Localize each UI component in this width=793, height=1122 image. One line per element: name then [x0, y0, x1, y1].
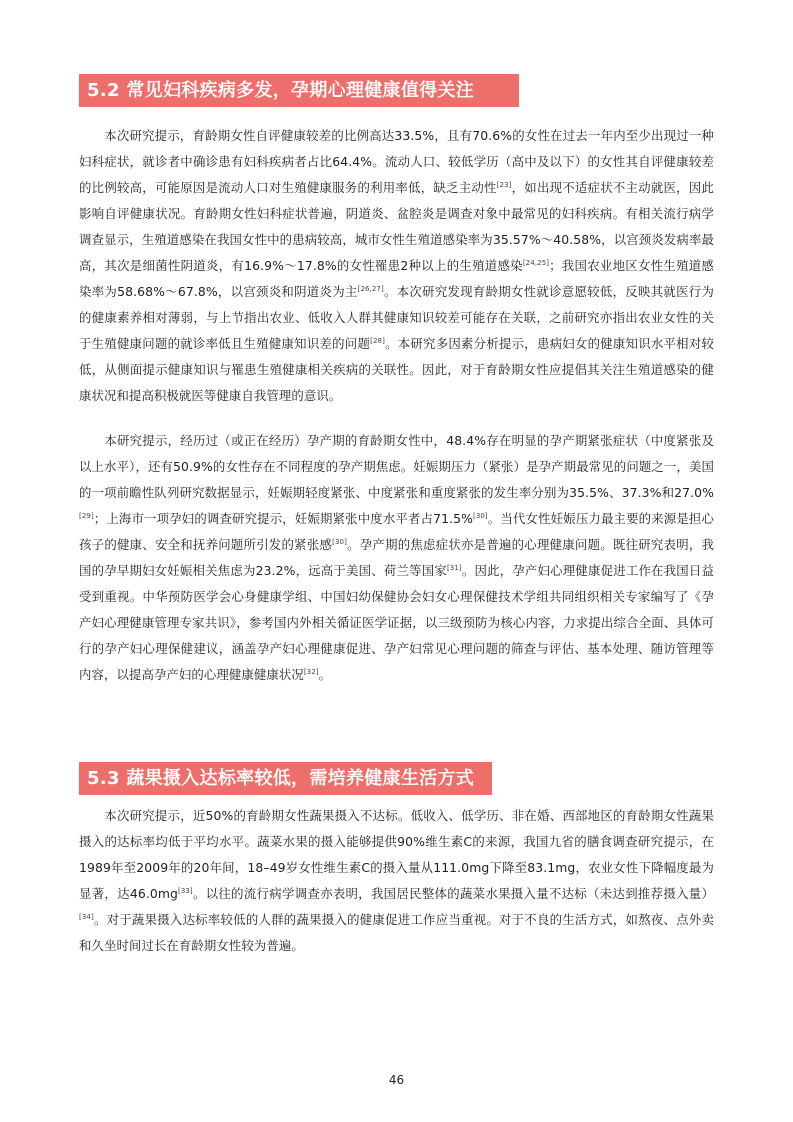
citation-marker: [30]	[472, 512, 488, 520]
section-title-5-3: 5.3 蔬果摄入达标率较低，需培养健康生活方式	[79, 762, 492, 795]
paragraph-text: 本次研究提示，育龄期女性自评健康较差的比例高达33.5%，且有70.6%的女性在过去一年内至少出现过一种妇科症状，就诊者中确诊患有妇科疾病者占比64.4%。流动人口、较低学历（高中及以下）的女性其自评健康较差的比例较高，可能原因是流动人口对生殖健康服务的利用率低，缺乏主动性	[79, 128, 714, 195]
paragraph-text: ；我国农业地区女性生殖道感染率为58.68%～67.8%，以宫颈炎和阴道炎为主	[79, 258, 714, 299]
section-title-5-2: 5.2 常见妇科疾病多发，孕期心理健康值得关注	[79, 74, 519, 107]
paragraph-text: 。对于蔬果摄入达标率较低的人群的蔬果摄入的健康促进工作应当重视。对于不良的生活方式，如熬夜、点外卖和久坐时间过长在育龄期女性较为普遍。	[79, 912, 714, 953]
paragraph-text: 。以往的流行病学调查亦表明，我国居民整体的蔬菜水果摄入量不达标（未达到推荐摄入量）	[192, 886, 714, 901]
citation-marker: [26,27]	[357, 285, 384, 293]
paragraph-text: 。本次研究发现育龄期女性就诊意愿较低，反映其就医行为的健康素养相对薄弱，与上节指出农业、低收入人群其健康知识较差可能存在关联，之前研究亦指出农业女性的关于生殖健康问题的就诊率低且生殖健康知识差的问题	[79, 284, 714, 351]
citation-marker: [34]	[79, 913, 94, 921]
paragraph-text: ；上海市一项孕妇的调查研究提示，妊娠期紧张中度水平者占71.5%	[93, 511, 473, 526]
citation-marker: [28]	[370, 337, 385, 345]
paragraph	[79, 428, 714, 688]
paragraph-text: 。当代女性妊娠压力最主要的来源是担心孩子的健康、安全和抚养问题所引发的紧张感	[79, 511, 714, 552]
citation-marker: [23]	[496, 181, 512, 189]
paragraph-text: 。因此，孕产妇心理健康促进工作在我国日益受到重视。中华预防医学会心身健康学组、中国妇幼保健协会妇女心理保健技术学组共同组织相关专家编写了《孕产妇心理健康管理专家共识》，参考国内外相关循证医学证据，以三级预防为核心内容，力求提出综合全面、具体可行的孕产妇心理保健建议，涵盖孕产妇心理健康促进、孕产妇常见心理问题的筛查与评估、基本处理、随访管理等内容，以提高孕产妇的心理健康健康状况	[79, 563, 715, 682]
paragraph-text: ，如出现不适症状不主动就医，因此影响自评健康状况。育龄期女性妇科症状普遍，阴道炎、盆腔炎是调查对象中最常见的妇科疾病。有相关流行病学调查显示，生殖道感染在我国女性中的患病较高，城市女性生殖道感染率为35.57%～40.58%，以宫颈炎发病率最高，其次是细菌性阴道炎，有16.9%～17.8%的女性罹患2种以上的生殖道感染	[79, 180, 714, 273]
paragraph	[79, 803, 714, 959]
paragraph-text: 。孕产期的焦虑症状亦是普遍的心理健康问题。既往研究表明，我国的孕早期妇女妊娠相关焦虑为23.2%，远高于美国、荷兰等国家	[79, 537, 715, 578]
paragraph-text: 。本研究多因素分析提示，患病妇女的健康知识水平相对较低，从侧面提示健康知识与罹患生殖健康相关疾病的关联性。因此，对于育龄期女性应提倡其关注生殖道感染的健康状况和提高积极就医等健康自我管理的意识。	[79, 336, 714, 403]
page-number: 46	[388, 1073, 405, 1087]
paragraph-text: 本次研究提示，近50%的育龄期女性蔬果摄入不达标。低收入、低学历、非在婚、西部地区的育龄期女性蔬果摄入的达标率均低于平均水平。蔬菜水果的摄入能够提供90%维生素C的来源，我国九省的膳食调查研究提示，在1989年至2009年的20年间，18–49岁女性维生素C的摄入量从111.0mg下降至83.1mg，农业女性下降幅度最为显著，达46.0mg	[79, 808, 714, 901]
citation-marker: [32]	[303, 668, 319, 676]
citation-marker: [24,25]	[522, 259, 550, 267]
citation-marker: [30]	[332, 538, 347, 546]
citation-marker: [31]	[446, 564, 462, 572]
paragraph-text: 。	[318, 667, 332, 682]
paragraph	[79, 123, 714, 409]
citation-marker: [29]	[79, 512, 94, 520]
citation-marker: [33]	[177, 887, 193, 895]
paragraph-text: 本研究提示，经历过（或正在经历）孕产期的育龄期女性中，48.4%存在明显的孕产期紧张症状（中度紧张及以上水平），还有50.9%的女性存在不同程度的孕产期焦虑。妊娠期压力（紧张）是孕产期最常见的问题之一，美国的一项前瞻性队列研究数据显示，妊娠期轻度紧张、中度紧张和重度紧张的发生率分别为35.5%、37.3%和27.0%	[79, 433, 714, 500]
